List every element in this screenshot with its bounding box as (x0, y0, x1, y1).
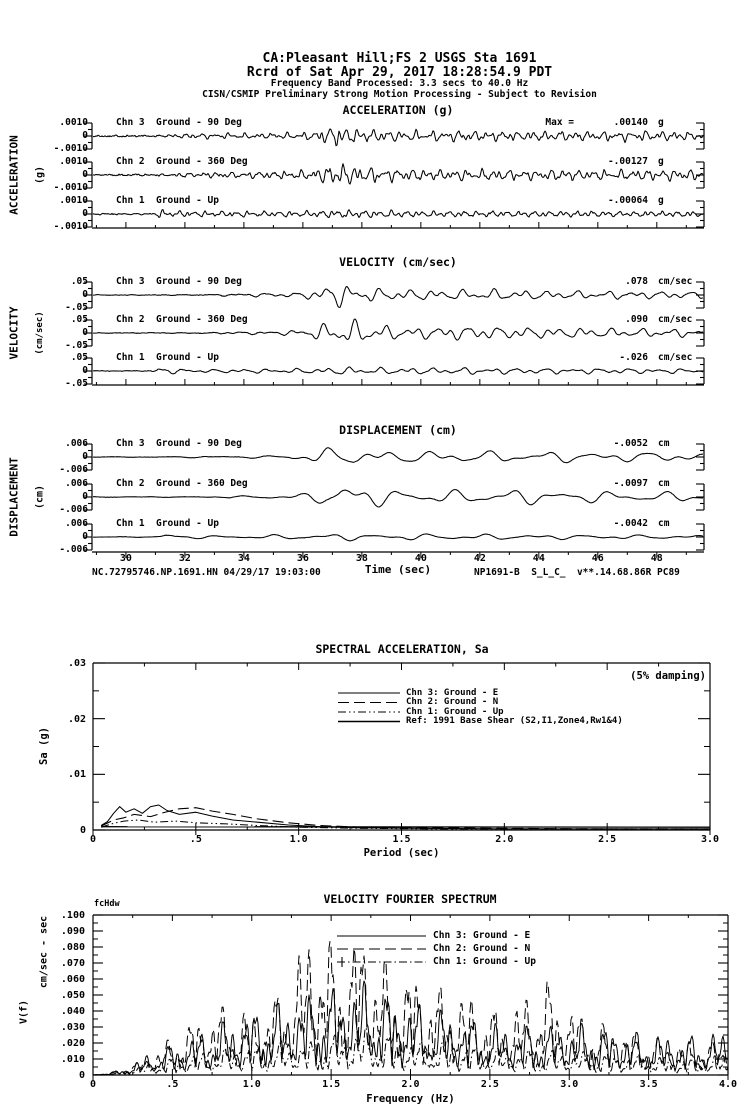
report-header (60, 52, 739, 100)
station-title: CA:Pleasant Hill;FS 2 USGS Sta 1691 (262, 51, 537, 66)
sa-legend-label: Chn 3: Ground - E (406, 687, 499, 698)
ytick-label: 0 (82, 451, 88, 462)
time-tick-label: 40 (414, 553, 427, 564)
vel-waveform (93, 367, 703, 374)
processing-id-footer: NP1691-B S_L_C_ v**.14.68.86R PC89 (474, 567, 680, 578)
sa-legend-label: Chn 1: Ground - Up (406, 706, 504, 717)
fourier-ytick-label: .010 (60, 1054, 85, 1065)
fourier-ytick-label: .050 (60, 990, 85, 1001)
time-tick-label: 36 (296, 553, 309, 564)
ytick-label: .05 (70, 352, 88, 363)
channel-label: Chn 3 Ground - 90 Deg (116, 276, 242, 287)
channel-label: Chn 2 Ground - 360 Deg (116, 314, 248, 325)
disp-waveform (93, 534, 703, 541)
fourier-ytick-label: .070 (60, 958, 85, 969)
ytick-label: 0 (82, 130, 88, 141)
sa-ytick-label: .02 (67, 713, 86, 725)
sa-legend-label: Chn 2: Ground - N (406, 697, 499, 707)
channel-label: Chn 3 Ground - 90 Deg (116, 438, 242, 449)
max-unit: cm (658, 478, 670, 489)
ytick-label: 0 (82, 169, 88, 180)
fourier-xtick-label: 2.5 (480, 1079, 499, 1090)
ytick-label: 0 (82, 327, 88, 338)
fourier-ytick-label: .030 (60, 1022, 85, 1033)
sa-xtick-label: 3.0 (700, 834, 720, 845)
sa-xtick-label: .5 (189, 834, 202, 845)
acceleration-axis-label: ACCELERATION (7, 135, 21, 215)
ytick-label: 0 (82, 531, 88, 542)
ytick-label: 0 (82, 365, 88, 376)
max-unit: g (658, 117, 664, 128)
max-value: -.026 (619, 352, 648, 363)
disp-waveform (93, 490, 703, 507)
record-timestamp: Rcrd of Sat Apr 29, 2017 18:28:54.9 PDT (246, 64, 553, 80)
displacement-axis-label: DISPLACEMENT (7, 457, 21, 537)
sa-legend-label: Ref: 1991 Base Shear (S2,I1,Zone4,Rw1&4) (406, 716, 623, 726)
time-tick-label: 42 (473, 553, 486, 564)
max-value: -.0097 (613, 478, 648, 489)
channel-label: Chn 3 Ground - 90 Deg (116, 117, 242, 128)
fourier-xtick-label: 3.0 (560, 1079, 579, 1090)
sa-curve (101, 808, 710, 829)
channel-label: Chn 2 Ground - 360 Deg (116, 156, 248, 167)
channel-label: Chn 1 Ground - Up (116, 352, 219, 363)
ytick-label: -.006 (59, 464, 88, 475)
ytick-label: .0010 (59, 195, 88, 206)
max-unit: cm/sec (658, 314, 693, 325)
ytick-label: -.05 (65, 378, 88, 389)
fourier-xtick-label: 1.0 (242, 1079, 261, 1090)
sa-xtick-label: 1.5 (392, 834, 411, 845)
ytick-label: .05 (70, 276, 88, 287)
fourier-ytick-label: .100 (60, 910, 85, 921)
acceleration-axis-unit: (g) (34, 165, 46, 185)
time-tick-label: 32 (178, 553, 191, 564)
ytick-label: .0010 (59, 156, 88, 167)
velocity-axis-label: VELOCITY (7, 306, 21, 360)
sa-ytick-label: 0 (79, 825, 86, 836)
record-id-footer: NC.72795746.NP.1691.HN 04/29/17 19:03:00 (92, 567, 321, 578)
fourier-ytick-label: .090 (60, 926, 85, 937)
channel-label: Chn 1 Ground - Up (116, 518, 219, 529)
max-unit: g (658, 195, 664, 206)
channel-label: Chn 1 Ground - Up (116, 195, 219, 206)
disp-waveform (93, 448, 703, 463)
fourier-xtick-label: 4.0 (718, 1079, 738, 1090)
max-unit: cm/sec (658, 276, 693, 287)
ytick-label: -.0010 (53, 143, 88, 154)
max-value: .078 (625, 276, 648, 287)
max-value: -.00127 (607, 156, 648, 167)
frequency-band-note: Frequency Band Processed: 3.3 secs to 40.0 Hz (270, 78, 529, 89)
ytick-label: .0010 (59, 117, 88, 128)
displacement-axis-unit: (cm) (34, 484, 46, 510)
sa-xtick-label: 1.0 (289, 834, 308, 845)
fourier-y-axis-label: V(f) (18, 999, 30, 1025)
displacement-section-title: DISPLACEMENT (cm) (339, 423, 457, 437)
time-tick-label: 38 (355, 553, 368, 564)
fourier-ytick-label: .060 (60, 974, 85, 985)
sa-ytick-label: .01 (67, 769, 86, 781)
vel-waveform (93, 287, 703, 308)
accel-waveform (93, 210, 703, 218)
fourier-spectrum-title: VELOCITY FOURIER SPECTRUM (323, 892, 497, 906)
ytick-label: 0 (82, 491, 88, 502)
max-value: -.00064 (607, 195, 648, 206)
ytick-label: .006 (65, 518, 88, 529)
max-unit: g (658, 156, 664, 167)
fourier-legend-label: Chn 2: Ground - N (433, 943, 531, 954)
velocity-axis-unit: (cm/sec) (35, 311, 45, 355)
sa-xtick-label: 2.0 (495, 834, 514, 845)
fourier-legend-label: Chn 3: Ground - E (433, 930, 531, 941)
ytick-label: -.006 (59, 544, 88, 555)
ytick-label: 0 (82, 208, 88, 219)
fourier-curve (93, 981, 728, 1075)
fourier-ytick-label: .020 (60, 1038, 85, 1049)
ytick-label: -.05 (65, 340, 88, 351)
time-tick-label: 46 (591, 553, 604, 564)
time-axis-label: Time (sec) (364, 563, 432, 576)
max-unit: cm/sec (658, 352, 693, 363)
ytick-label: 0 (82, 289, 88, 300)
fourier-corner-flag: fcHdw (94, 899, 120, 909)
time-tick-label: 30 (119, 553, 132, 564)
fourier-y-axis-unit: cm/sec - sec (38, 915, 50, 989)
ytick-label: -.0010 (53, 182, 88, 193)
time-tick-label: 44 (532, 553, 545, 564)
fourier-xtick-label: 0 (89, 1079, 97, 1090)
max-value: .090 (625, 314, 648, 325)
sa-x-axis-label: Period (sec) (363, 847, 440, 859)
fourier-ytick-label: .040 (60, 1006, 85, 1017)
max-unit: cm (658, 518, 670, 529)
max-value: -.0042 (613, 518, 648, 529)
velocity-section-title: VELOCITY (cm/sec) (339, 255, 457, 269)
fourier-xtick-label: 3.5 (639, 1079, 658, 1090)
sa-curve (101, 805, 710, 829)
fourier-xtick-label: 2.0 (401, 1079, 420, 1090)
sa-y-axis-label: Sa (g) (38, 727, 50, 765)
sa-xtick-label: 0 (89, 834, 97, 845)
time-tick-label: 48 (650, 553, 663, 564)
ytick-label: .05 (70, 314, 88, 325)
ytick-label: .006 (65, 438, 88, 449)
damping-note: (5% damping) (630, 670, 706, 682)
ytick-label: -.0010 (53, 221, 88, 232)
ytick-label: -.006 (59, 504, 88, 515)
sa-xtick-label: 2.5 (598, 834, 617, 845)
fourier-x-axis-label: Frequency (Hz) (366, 1093, 455, 1105)
sa-ytick-label: .03 (67, 658, 86, 669)
time-tick-label: 34 (237, 553, 250, 564)
max-value: -.0052 (613, 438, 648, 449)
ytick-label: .006 (65, 478, 88, 489)
fourier-xtick-label: .5 (166, 1079, 179, 1090)
accel-waveform (93, 129, 703, 146)
acceleration-section-title: ACCELERATION (g) (342, 103, 454, 117)
sa-curve (101, 827, 710, 828)
channel-label: Chn 2 Ground - 360 Deg (116, 478, 248, 489)
fourier-xtick-label: 1.5 (322, 1079, 341, 1090)
fourier-ytick-label: 0 (78, 1070, 85, 1081)
max-prefix: Max = (545, 117, 574, 128)
max-unit: cm (658, 438, 670, 449)
ytick-label: -.05 (65, 302, 88, 313)
fourier-legend-label: Chn 1: Ground - Up (433, 956, 536, 967)
max-value: .00140 (613, 117, 648, 128)
processing-note: CISN/CSMIP Preliminary Strong Motion Processing - Subject to Revision (202, 88, 597, 100)
fourier-ytick-label: .080 (60, 942, 85, 953)
spectral-acceleration-title: SPECTRAL ACCELERATION, Sa (315, 642, 489, 656)
